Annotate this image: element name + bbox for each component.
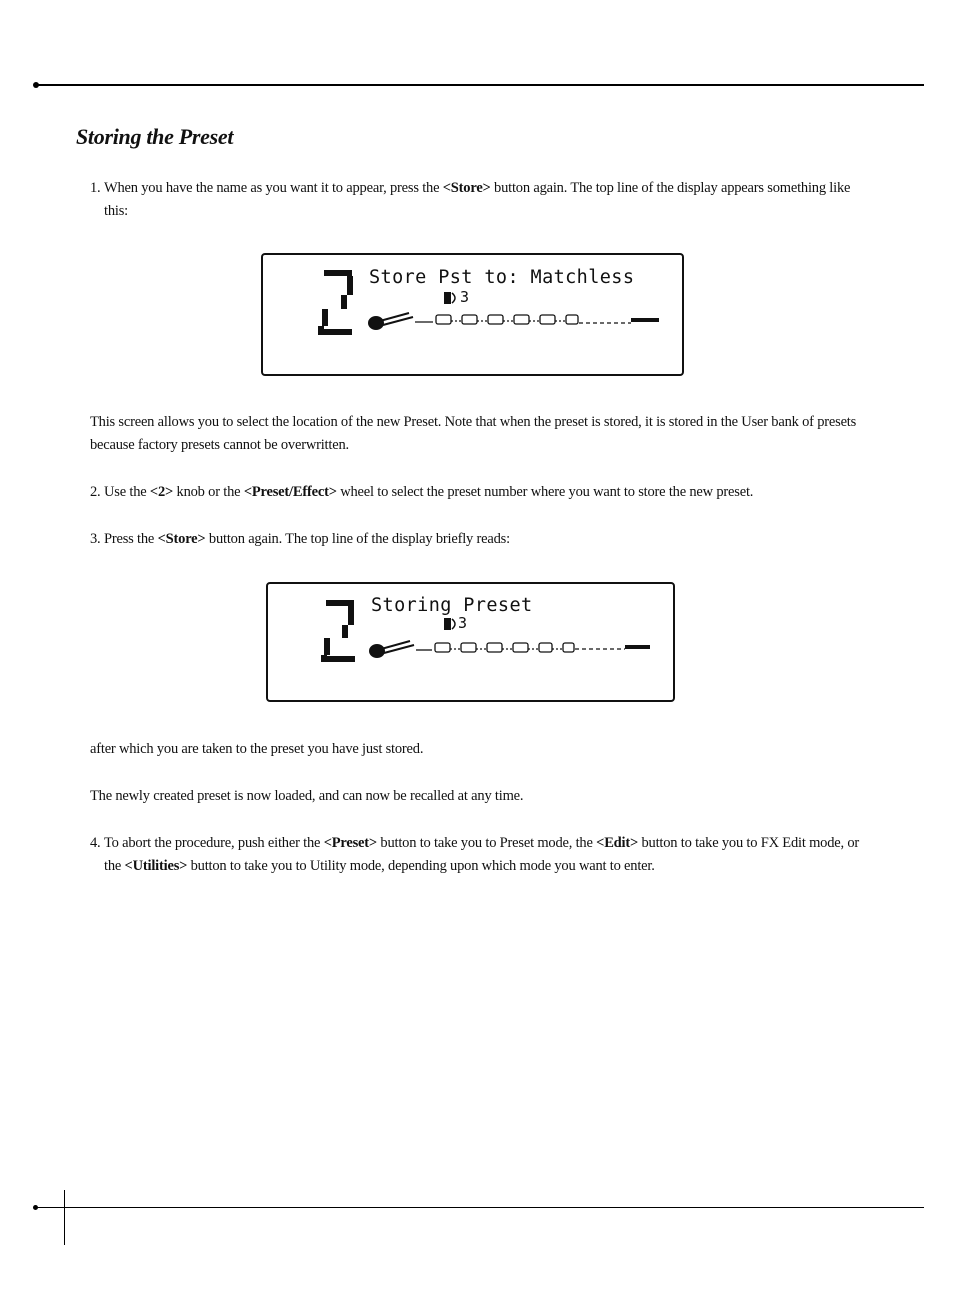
step-number: 1. xyxy=(90,180,101,196)
effect-chain xyxy=(416,643,650,652)
step-2 xyxy=(90,481,860,504)
section-heading: Storing the Preset xyxy=(76,124,234,149)
top-rule xyxy=(36,84,924,86)
lcd-display-storing xyxy=(266,582,675,702)
step-3 xyxy=(90,528,860,551)
lcd-display-store xyxy=(261,253,684,376)
paragraph-location: This screen allows you to select the location of the new Preset. Note that when the preset is stored, it is stored in the User bank of presets because factory presets cannot be overwritten. xyxy=(90,414,857,453)
digit-2-glyph xyxy=(321,600,355,662)
preset-marker-icon xyxy=(444,618,455,630)
step-number: 4. xyxy=(90,835,101,851)
preset-effect-wheel-ref: <Preset/Effect> xyxy=(243,484,337,500)
guitar-icon xyxy=(369,313,413,329)
preset-marker-icon xyxy=(444,292,455,304)
step-4 xyxy=(90,832,874,878)
knob-2-ref: <2> xyxy=(149,484,174,500)
lcd-preset-number: 3 xyxy=(458,614,468,632)
effect-chain xyxy=(415,315,659,324)
step-text: Use the <2> knob or the <Preset/Effect> wheel to select the preset number where you want to store the new preset. xyxy=(104,484,754,500)
paragraph-preset-loaded: The newly created preset is now loaded, and can now be recalled at any time. xyxy=(90,788,524,804)
step-number: 3. xyxy=(90,531,101,547)
step-number: 2. xyxy=(90,484,101,500)
preset-button-ref: <Preset> xyxy=(323,835,377,851)
bottom-rule xyxy=(36,1207,924,1208)
store-button-ref: <Store> xyxy=(157,531,206,547)
lcd-line-1: Store Pst to: Matchless xyxy=(369,267,635,288)
lcd-preset-number: 3 xyxy=(460,288,470,306)
step-1 xyxy=(90,177,860,223)
crop-mark xyxy=(64,1190,65,1245)
step-text: Press the <Store> button again. The top line of the display briefly reads: xyxy=(104,531,510,547)
digit-2-glyph xyxy=(318,270,353,335)
step-text: When you have the name as you want it to appear, press the <Store> button again. The top line of the display appears something like this: xyxy=(104,180,851,219)
lcd-line-1: Storing Preset xyxy=(371,595,533,616)
guitar-icon xyxy=(370,641,414,657)
step-text: To abort the procedure, push either the <Preset> button to take you to Preset mode, the <Edit> button to take you to FX Edit mode, or the <Utilities> button to take you to Utility mode, depending upon which mode you want to enter. xyxy=(104,835,860,874)
paragraph-after-store: after which you are taken to the preset you have just stored. xyxy=(90,741,424,757)
edit-button-ref: <Edit> xyxy=(596,835,639,851)
utilities-button-ref: <Utilities> xyxy=(124,858,188,874)
store-button-ref: <Store> xyxy=(442,180,491,196)
